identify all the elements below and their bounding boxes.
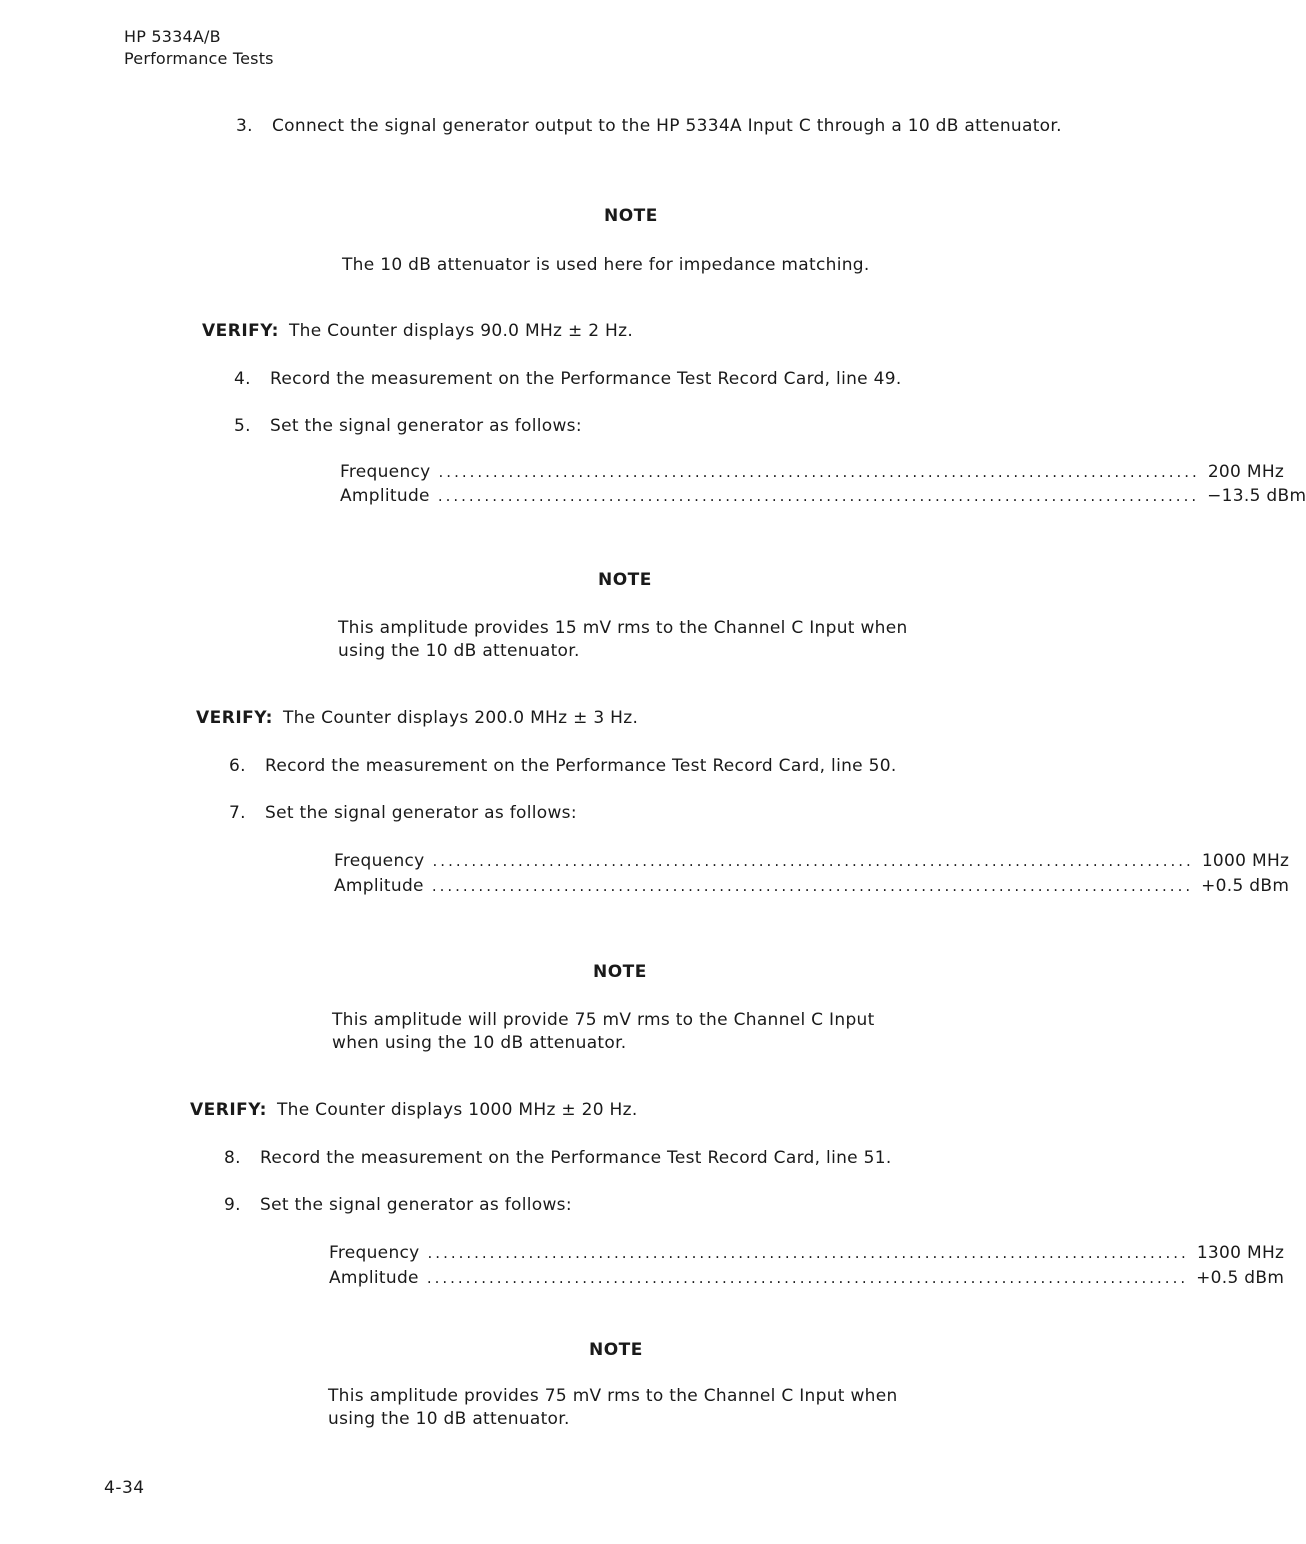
setting-label: Amplitude bbox=[329, 1268, 419, 1288]
leader-dots: .................................................................................................. bbox=[432, 852, 1194, 870]
leader-dots: .................................................................................................. bbox=[438, 463, 1200, 481]
verify-line bbox=[202, 321, 633, 341]
setting-label: Frequency bbox=[334, 851, 425, 871]
setting-value: 200 MHz bbox=[1207, 462, 1285, 482]
setting-label: Frequency bbox=[329, 1243, 420, 1263]
page-number: 4-34 bbox=[104, 1478, 145, 1498]
note-text: The 10 dB attenuator is used here for impedance matching. bbox=[342, 255, 870, 275]
setting-value: 1300 MHz bbox=[1196, 1243, 1285, 1263]
frequency-setting bbox=[334, 851, 1290, 871]
setting-label: Frequency bbox=[340, 462, 431, 482]
step-number: 9. bbox=[224, 1195, 241, 1215]
verify-line bbox=[190, 1100, 638, 1120]
step-text: Record the measurement on the Performance Test Record Card, line 51. bbox=[260, 1148, 892, 1168]
leader-dots: .................................................................................................. bbox=[437, 487, 1200, 505]
setting-value: +0.5 dBm bbox=[1196, 1268, 1285, 1288]
frequency-setting bbox=[340, 462, 1285, 482]
step-number: 7. bbox=[229, 803, 246, 823]
setting-value: +0.5 dBm bbox=[1201, 876, 1290, 896]
step-text: Set the signal generator as follows: bbox=[270, 416, 582, 436]
step-text: Record the measurement on the Performance Test Record Card, line 50. bbox=[265, 756, 897, 776]
step-7 bbox=[229, 803, 577, 823]
step-3 bbox=[236, 116, 1062, 136]
section-title: Performance Tests bbox=[124, 49, 274, 68]
step-6 bbox=[229, 756, 897, 776]
verify-text: The Counter displays 90.0 MHz ± 2 Hz. bbox=[288, 321, 634, 341]
step-text: Set the signal generator as follows: bbox=[260, 1195, 572, 1215]
amplitude-setting bbox=[329, 1268, 1285, 1288]
step-9 bbox=[224, 1195, 572, 1215]
note-text: This amplitude will provide 75 mV rms to the Channel C Input when using the 10 dB attenuator. bbox=[332, 1010, 875, 1053]
setting-label: Amplitude bbox=[334, 876, 424, 896]
note-title: NOTE bbox=[604, 206, 658, 226]
step-number: 6. bbox=[229, 756, 246, 776]
setting-label: Amplitude bbox=[340, 486, 430, 506]
step-text: Record the measurement on the Performance Test Record Card, line 49. bbox=[270, 369, 902, 389]
step-4 bbox=[234, 369, 902, 389]
leader-dots: .................................................................................................. bbox=[431, 877, 1194, 895]
setting-value: −13.5 dBm bbox=[1207, 486, 1306, 506]
frequency-setting bbox=[329, 1243, 1285, 1263]
leader-dots: .................................................................................................. bbox=[426, 1269, 1189, 1287]
amplitude-setting bbox=[334, 876, 1290, 896]
verify-label: VERIFY: bbox=[202, 321, 279, 341]
verify-label: VERIFY: bbox=[196, 708, 273, 728]
step-5 bbox=[234, 416, 582, 436]
leader-dots: .................................................................................................. bbox=[427, 1244, 1189, 1262]
note-text: This amplitude provides 75 mV rms to the Channel C Input when using the 10 dB attenuator. bbox=[328, 1386, 898, 1429]
step-number: 4. bbox=[234, 369, 251, 389]
document-model: HP 5334A/B bbox=[124, 27, 221, 46]
step-number: 3. bbox=[236, 116, 253, 136]
verify-text: The Counter displays 200.0 MHz ± 3 Hz. bbox=[282, 708, 639, 728]
verify-line bbox=[196, 708, 638, 728]
step-number: 5. bbox=[234, 416, 251, 436]
note-text: This amplitude provides 15 mV rms to the Channel C Input when using the 10 dB attenuator. bbox=[338, 618, 908, 661]
note-title: NOTE bbox=[589, 1340, 643, 1360]
step-number: 8. bbox=[224, 1148, 241, 1168]
amplitude-setting bbox=[340, 486, 1306, 506]
note-title: NOTE bbox=[598, 570, 652, 590]
verify-text: The Counter displays 1000 MHz ± 20 Hz. bbox=[276, 1100, 638, 1120]
step-text: Connect the signal generator output to the HP 5334A Input C through a 10 dB attenuator. bbox=[272, 116, 1062, 136]
setting-value: 1000 MHz bbox=[1201, 851, 1290, 871]
step-text: Set the signal generator as follows: bbox=[265, 803, 577, 823]
note-title: NOTE bbox=[593, 962, 647, 982]
verify-label: VERIFY: bbox=[190, 1100, 267, 1120]
step-8 bbox=[224, 1148, 892, 1168]
